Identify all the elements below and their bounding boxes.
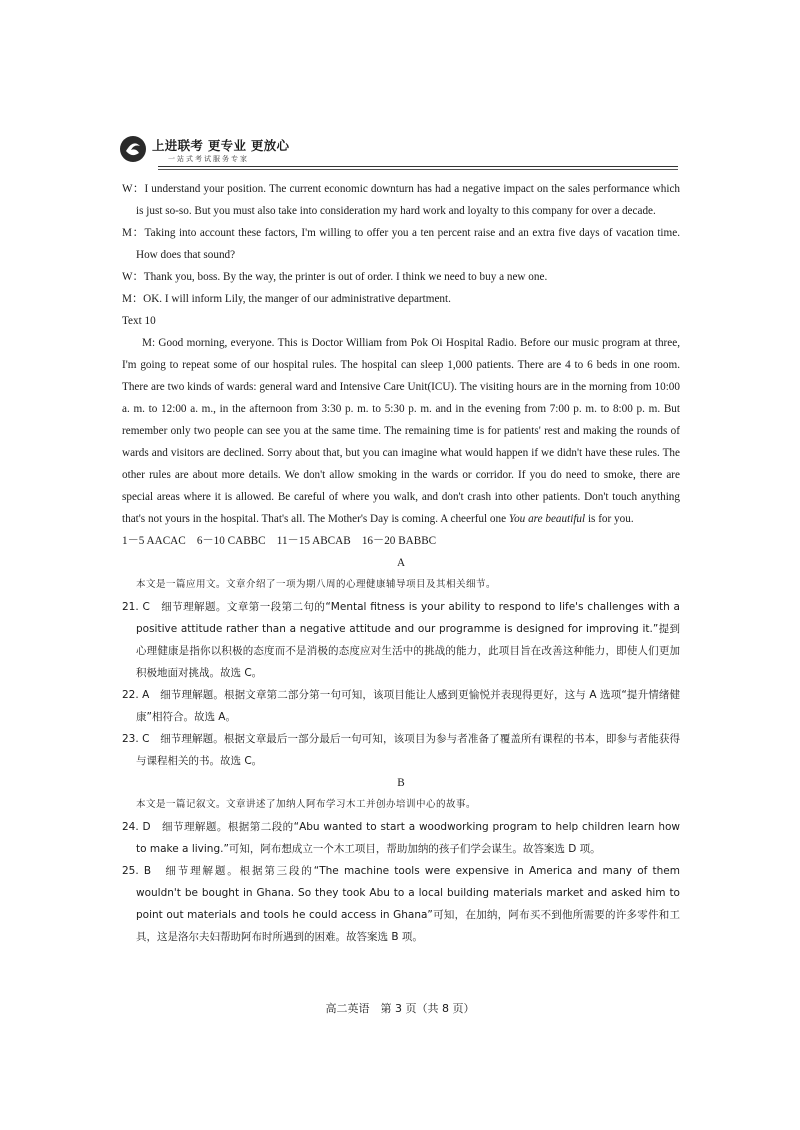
transcript-line: M：Taking into account these factors, I'm willing to offer you a ten percent raise and an extra five days of vacation time. How does that sound? xyxy=(122,227,681,261)
header-divider xyxy=(158,166,678,167)
section-a-heading: A xyxy=(396,557,406,569)
explanation-q24: 24. D 细节理解题。根据第二段的“Abu wanted to start a woodworking program to help children learn how to make a living.”可知，阿布想成立一个木工项目，帮助加纳的孩子们学会谋生。故答案选 D 项。 xyxy=(122,821,680,855)
explanation-q21: 21. C 细节理解题。文章第一段第二句的“Mental fitness is your ability to respond to life's challenges with a positive attitude rather than a negative attitude and our programme is designed for improving it.”提到心理健康是指你以积极的态度而不是消极的态度应对生活中的挑战的能力，此项目旨在改善这种能力，即使人们更加积极地面对挑战。故选 C。 xyxy=(122,601,680,679)
header-divider-thin xyxy=(158,169,678,170)
transcript-line: W：Thank you, boss. By the way, the printer is out of order. I think we need to buy a new one. xyxy=(122,271,548,283)
text10-body: M: Good morning, everyone. This is Doctor William from Pok Oi Hospital Radio. Before our music program at three, I'm going to repeat some of our hospital rules. The hospital can sleep 1,000 patients. There are 4 to 6 beds in one room. There are two kinds of wards: general ward and Intensive Care Unit(ICU). The visiting hours are in the morning from 10:00 a. m. to 12:00 a. m., in the afternoon from 3:30 p. m. to 5:30 p. m. and in the evening from 7:00 p. m. to 8:00 p. m. But remember only two people can see you at the same time. The remaining time is for patients' rest and making the rounds of wards and visitors are declined. Sorry about that, but you can imagine what would happen if we didn't have these rules. The other rules are about more details. We don't allow smoking in the wards or corridor. If you do need to smoke, there are special areas where it is allowed. Be careful of where you walk, and don't crash into other patients. Don't touch anything that's not yours in the hospital. That's all. The Mother's Day is coming. A cheerful one You are beautiful is for you. xyxy=(122,337,680,525)
brand-tagline: 一站式考试服务专家 xyxy=(168,155,249,163)
section-a-intro: 本文是一篇应用文。文章介绍了一项为期八周的心理健康辅导项目及其相关细节。 xyxy=(136,579,497,590)
transcript-line: M：OK. I will inform Lily, the manger of our administrative department. xyxy=(122,293,451,305)
section-b-heading: B xyxy=(397,777,405,789)
explanation-q23: 23. C 细节理解题。根据文章最后一部分最后一句可知，该项目为参与者准备了覆盖所有课程的书本，即参与者能获得与课程相关的书。故选 C。 xyxy=(122,733,680,767)
section-b-intro: 本文是一篇记叙文。文章讲述了加纳人阿布学习木工并创办培训中心的故事。 xyxy=(136,799,477,810)
page-footer: 高二英语 第 3 页（共 8 页） xyxy=(325,1002,475,1015)
transcript-line: W：I understand your position. The current economic downturn has had a negative impact on the sales performance which is just so-so. But you must also take into consideration my hard work and loyalty to this company for over a decade. xyxy=(122,183,681,217)
brand-logo-icon xyxy=(118,134,148,164)
answer-key: 1－5 AACAC 6－10 CABBC 11－15 ABCAB 16－20 BABBC xyxy=(122,535,437,547)
song-title: You are beautiful xyxy=(508,513,586,525)
text10-title: Text 10 xyxy=(122,315,156,327)
explanation-q25: 25. B 细节理解题。根据第三段的“The machine tools were expensive in America and many of them wouldn't be bought in Ghana. So they took Abu to a local building materials market and asked him to point out materials and tools he could access in Ghana”可知，在加纳，阿布买不到他所需要的许多零件和工具，这是洛尔夫妇帮助阿布时所遇到的困难。故答案选 B 项。 xyxy=(122,865,680,943)
explanation-q22: 22. A 细节理解题。根据文章第二部分第一句可知，该项目能让人感到更愉悦并表现得更好，这与 A 选项“提升情绪健康”相符合。故选 A。 xyxy=(122,689,680,723)
page-header xyxy=(118,132,678,172)
page-content xyxy=(122,178,680,948)
brand-slogan: 上进联考 更专业 更放心 xyxy=(152,138,290,153)
